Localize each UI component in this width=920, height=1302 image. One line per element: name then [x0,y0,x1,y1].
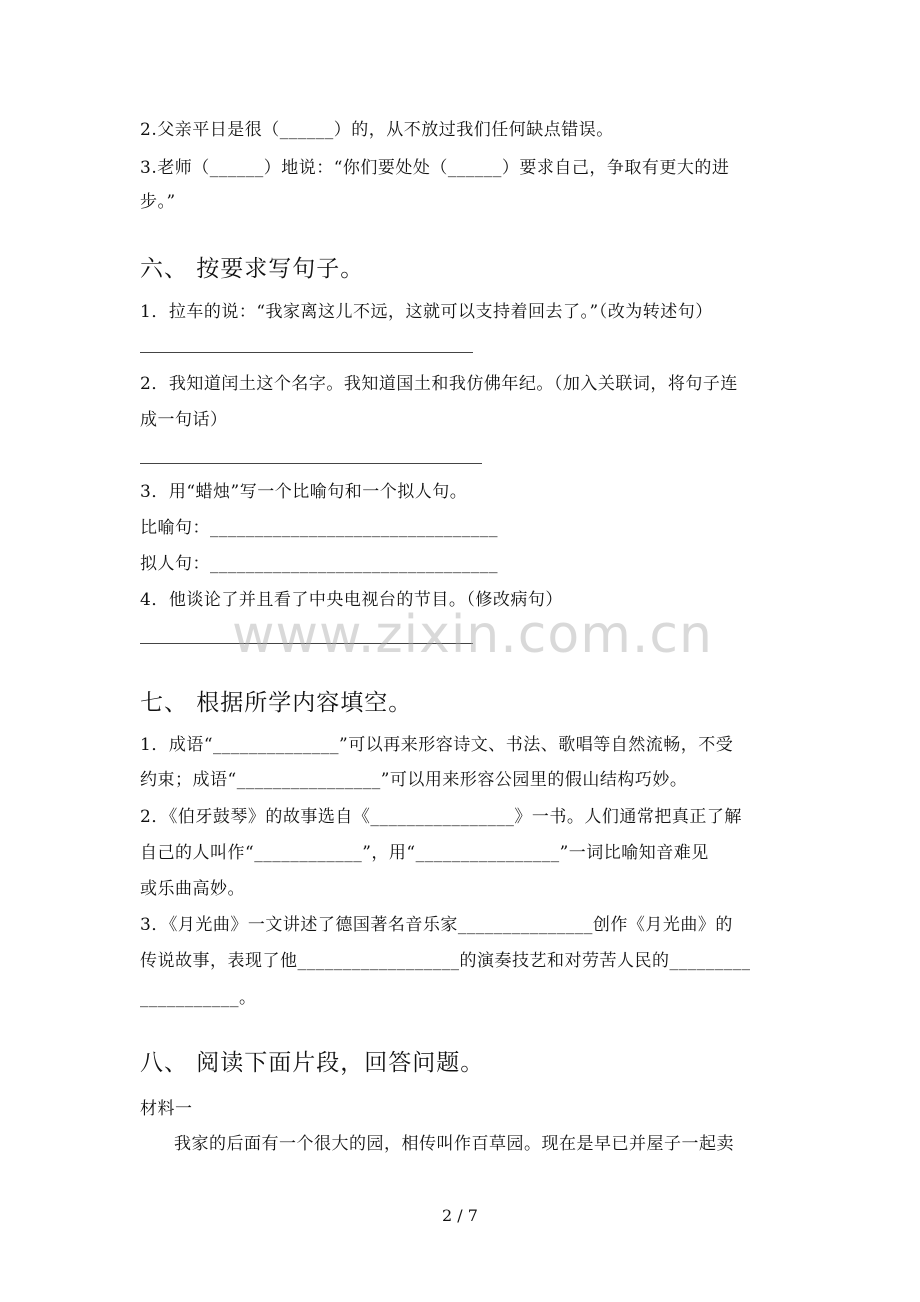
page-number: 2 / 7 [442,1206,478,1225]
question-line: 约束；成语“________________”可以用来形容公园里的假山结构巧妙。 [140,770,688,790]
watermark: www.zixin.com.cn [232,605,713,665]
question-line: 传说故事，表现了他__________________的演奏技艺和对劳苦人民的_________ [140,951,751,971]
question-line: 1．成语“______________”可以再来形容诗文、书法、歌唱等自然流畅，不受 [140,735,734,755]
material-label: 材料一 [140,1099,193,1119]
question-line: 成一句话） [140,410,228,430]
question-line: 自己的人叫作“____________”，用“________________”一词比喻知音难见 [140,843,709,863]
reading-paragraph: 我家的后面有一个很大的园，相传叫作百草园。现在是早已并屋子一起卖 [174,1134,734,1154]
question-line: 2．《伯牙鼓琴》的故事选自《________________》一书。人们通常把真正了解 [140,807,742,827]
question-line: 2.父亲平日是很（______）的，从不放过我们任何缺点错误。 [140,120,614,140]
question-line: 3.老师（______）地说：“你们要处处（______）要求自己，争取有更大的进 [140,158,730,178]
question-line: 3．《月光曲》一文讲述了德国著名音乐家_______________创作《月光曲》的 [140,915,733,935]
question-line: 拟人句：________________________________ [140,554,498,574]
answer-line [140,463,482,464]
question-line: 4．他谈论了并且看了中央电视台的节目。（修改病句） [140,590,563,610]
question-line: 比喻句：________________________________ [140,518,498,538]
question-line: 2．我知道闰土这个名字。我知道国土和我仿佛年纪。（加入关联词，将句子连 [140,374,738,394]
question-line: 步。” [140,192,176,212]
question-line: 3．用“蜡烛”写一个比喻句和一个拟人句。 [140,482,468,502]
section-heading-6: 六、 按要求写句子。 [140,256,365,282]
answer-line [140,352,473,353]
question-line: 或乐曲高妙。 [140,879,245,899]
question-line: ___________。 [140,988,257,1008]
section-heading-7: 七、 根据所学内容填空。 [140,690,413,716]
section-heading-8: 八、 阅读下面片段，回答问题。 [140,1050,485,1076]
question-line: 1．拉车的说：“我家离这儿不远，这就可以支持着回去了。”（改为转述句） [140,302,713,322]
